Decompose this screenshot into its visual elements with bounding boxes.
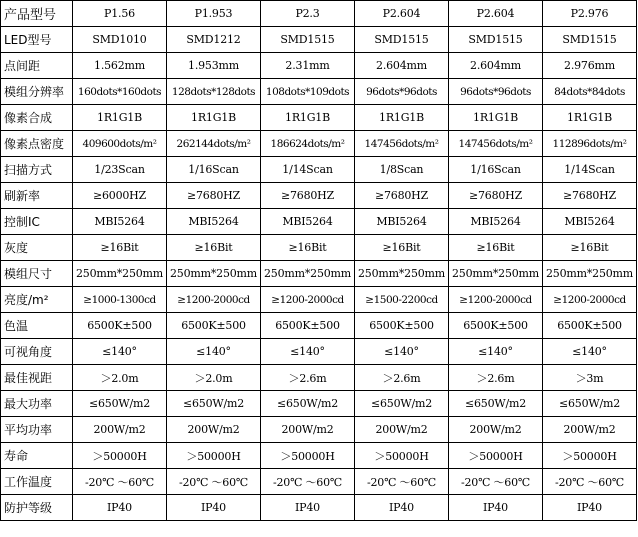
spec-cell: 1R1G1B [167, 105, 261, 131]
row-label: 平均功率 [1, 417, 73, 443]
spec-cell: 200W/m2 [261, 417, 355, 443]
spec-cell: MBI5264 [543, 209, 637, 235]
spec-cell: 2.31mm [261, 53, 355, 79]
spec-cell: 6500K±500 [261, 313, 355, 339]
spec-cell: ≤140° [449, 339, 543, 365]
spec-cell: 250mm*250mm [167, 261, 261, 287]
spec-cell: 96dots*96dots [355, 79, 449, 105]
spec-cell: MBI5264 [355, 209, 449, 235]
spec-cell: IP40 [167, 495, 261, 521]
row-label: 可视角度 [1, 339, 73, 365]
spec-cell: ≥16Bit [73, 235, 167, 261]
spec-cell: SMD1212 [167, 27, 261, 53]
row-label: 像素合成 [1, 105, 73, 131]
spec-cell: 1/14Scan [261, 157, 355, 183]
spec-cell: ≥16Bit [355, 235, 449, 261]
spec-cell: IP40 [73, 495, 167, 521]
spec-cell: ≥1200-2000cd [261, 287, 355, 313]
row-label: 像素点密度 [1, 131, 73, 157]
table-row [1, 235, 637, 261]
spec-cell: 250mm*250mm [261, 261, 355, 287]
spec-cell: ≥1500-2200cd [355, 287, 449, 313]
table-row [1, 53, 637, 79]
spec-cell: 409600dots/m² [73, 131, 167, 157]
spec-cell: IP40 [355, 495, 449, 521]
row-label: 控制IC [1, 209, 73, 235]
spec-cell: 2.604mm [449, 53, 543, 79]
table-row [1, 131, 637, 157]
spec-cell: 250mm*250mm [73, 261, 167, 287]
row-label: 色温 [1, 313, 73, 339]
row-label: 产品型号 [1, 1, 73, 27]
row-label: LED型号 [1, 27, 73, 53]
spec-cell: ＞50000H [261, 443, 355, 469]
spec-cell: 6500K±500 [355, 313, 449, 339]
spec-cell: 1/16Scan [167, 157, 261, 183]
spec-cell: ＞2.6m [449, 365, 543, 391]
table-row [1, 313, 637, 339]
spec-cell: 6500K±500 [167, 313, 261, 339]
spec-cell: 200W/m2 [543, 417, 637, 443]
table-row [1, 365, 637, 391]
table-row [1, 495, 637, 521]
spec-cell: SMD1010 [73, 27, 167, 53]
row-label: 模组尺寸 [1, 261, 73, 287]
spec-cell: SMD1515 [355, 27, 449, 53]
spec-cell: IP40 [261, 495, 355, 521]
table-header-row [1, 1, 637, 27]
spec-cell: ≤650W/m2 [167, 391, 261, 417]
spec-table-body [1, 1, 637, 521]
row-label: 点间距 [1, 53, 73, 79]
spec-cell: ＞50000H [355, 443, 449, 469]
spec-cell: ≤140° [73, 339, 167, 365]
spec-cell: 262144dots/m² [167, 131, 261, 157]
spec-cell: 96dots*96dots [449, 79, 543, 105]
spec-cell: 1R1G1B [543, 105, 637, 131]
model-header-cell: P2.3 [261, 1, 355, 27]
table-row [1, 27, 637, 53]
table-row [1, 105, 637, 131]
row-label: 灰度 [1, 235, 73, 261]
spec-cell: 200W/m2 [449, 417, 543, 443]
spec-cell: 200W/m2 [167, 417, 261, 443]
spec-cell: 1R1G1B [73, 105, 167, 131]
spec-cell: 147456dots/m² [355, 131, 449, 157]
table-row [1, 391, 637, 417]
spec-cell: ≤650W/m2 [355, 391, 449, 417]
spec-cell: ＞50000H [167, 443, 261, 469]
spec-cell: 200W/m2 [355, 417, 449, 443]
spec-cell: -20℃ ～60℃ [543, 469, 637, 495]
spec-cell: MBI5264 [261, 209, 355, 235]
row-label: 寿命 [1, 443, 73, 469]
spec-cell: 147456dots/m² [449, 131, 543, 157]
spec-cell: ≥6000HZ [73, 183, 167, 209]
spec-cell: ≥7680HZ [449, 183, 543, 209]
table-row [1, 183, 637, 209]
spec-cell: 160dots*160dots [73, 79, 167, 105]
row-label: 防护等级 [1, 495, 73, 521]
spec-cell: ≤650W/m2 [73, 391, 167, 417]
spec-cell: 2.604mm [355, 53, 449, 79]
spec-cell: ≥7680HZ [261, 183, 355, 209]
spec-cell: MBI5264 [73, 209, 167, 235]
spec-cell: 1.562mm [73, 53, 167, 79]
spec-cell: -20℃ ～60℃ [355, 469, 449, 495]
spec-cell: MBI5264 [449, 209, 543, 235]
spec-cell: 6500K±500 [73, 313, 167, 339]
spec-cell: 6500K±500 [449, 313, 543, 339]
spec-cell: ＞50000H [73, 443, 167, 469]
spec-cell: 112896dots/m² [543, 131, 637, 157]
spec-cell: SMD1515 [543, 27, 637, 53]
spec-cell: ≤650W/m2 [543, 391, 637, 417]
row-label: 最大功率 [1, 391, 73, 417]
spec-cell: ≥16Bit [543, 235, 637, 261]
row-label: 模组分辨率 [1, 79, 73, 105]
spec-cell: 250mm*250mm [449, 261, 543, 287]
spec-cell: MBI5264 [167, 209, 261, 235]
spec-cell: 1R1G1B [261, 105, 355, 131]
spec-cell: 186624dots/m² [261, 131, 355, 157]
spec-cell: 1R1G1B [355, 105, 449, 131]
row-label: 亮度/m² [1, 287, 73, 313]
spec-cell: SMD1515 [449, 27, 543, 53]
spec-cell: 1.953mm [167, 53, 261, 79]
spec-cell: ≥1200-2000cd [543, 287, 637, 313]
model-header-cell: P1.953 [167, 1, 261, 27]
spec-cell: -20℃ ～60℃ [261, 469, 355, 495]
spec-cell: 1/8Scan [355, 157, 449, 183]
spec-cell: -20℃ ～60℃ [449, 469, 543, 495]
spec-cell: ＞2.6m [261, 365, 355, 391]
row-label: 刷新率 [1, 183, 73, 209]
spec-cell: ≤140° [167, 339, 261, 365]
table-row [1, 469, 637, 495]
table-row [1, 417, 637, 443]
spec-cell: ＞3m [543, 365, 637, 391]
spec-cell: 108dots*109dots [261, 79, 355, 105]
spec-cell: ≥16Bit [449, 235, 543, 261]
spec-cell: ＞50000H [449, 443, 543, 469]
spec-cell: ≤140° [543, 339, 637, 365]
spec-cell: 1R1G1B [449, 105, 543, 131]
spec-cell: ≥1000-1300cd [73, 287, 167, 313]
spec-cell: ≥1200-2000cd [449, 287, 543, 313]
spec-cell: ≥16Bit [167, 235, 261, 261]
row-label: 最佳视距 [1, 365, 73, 391]
spec-cell: 250mm*250mm [543, 261, 637, 287]
table-row [1, 79, 637, 105]
spec-cell: 128dots*128dots [167, 79, 261, 105]
spec-cell: 200W/m2 [73, 417, 167, 443]
spec-cell: ＞2.0m [73, 365, 167, 391]
row-label: 工作温度 [1, 469, 73, 495]
spec-cell: 84dots*84dots [543, 79, 637, 105]
spec-cell: IP40 [543, 495, 637, 521]
spec-cell: 1/16Scan [449, 157, 543, 183]
table-row [1, 157, 637, 183]
spec-cell: ＞50000H [543, 443, 637, 469]
spec-cell: 1/14Scan [543, 157, 637, 183]
spec-cell: ≥16Bit [261, 235, 355, 261]
spec-cell: 1/23Scan [73, 157, 167, 183]
spec-cell: ≥1200-2000cd [167, 287, 261, 313]
model-header-cell: P1.56 [73, 1, 167, 27]
spec-cell: ≥7680HZ [167, 183, 261, 209]
table-row [1, 261, 637, 287]
table-row [1, 443, 637, 469]
spec-cell: ≤650W/m2 [449, 391, 543, 417]
spec-cell: ≥7680HZ [355, 183, 449, 209]
spec-cell: ＞2.6m [355, 365, 449, 391]
table-row [1, 339, 637, 365]
spec-cell: IP40 [449, 495, 543, 521]
spec-cell: ≥7680HZ [543, 183, 637, 209]
spec-cell: 6500K±500 [543, 313, 637, 339]
table-row [1, 209, 637, 235]
spec-cell: -20℃ ～60℃ [73, 469, 167, 495]
spec-cell: -20℃ ～60℃ [167, 469, 261, 495]
spec-cell: ≤140° [261, 339, 355, 365]
model-header-cell: P2.976 [543, 1, 637, 27]
model-header-cell: P2.604 [355, 1, 449, 27]
spec-cell: SMD1515 [261, 27, 355, 53]
spec-cell: ≤140° [355, 339, 449, 365]
model-header-cell: P2.604 [449, 1, 543, 27]
spec-cell: 2.976mm [543, 53, 637, 79]
row-label: 扫描方式 [1, 157, 73, 183]
spec-cell: 250mm*250mm [355, 261, 449, 287]
table-row [1, 287, 637, 313]
spec-cell: ＞2.0m [167, 365, 261, 391]
spec-cell: ≤650W/m2 [261, 391, 355, 417]
